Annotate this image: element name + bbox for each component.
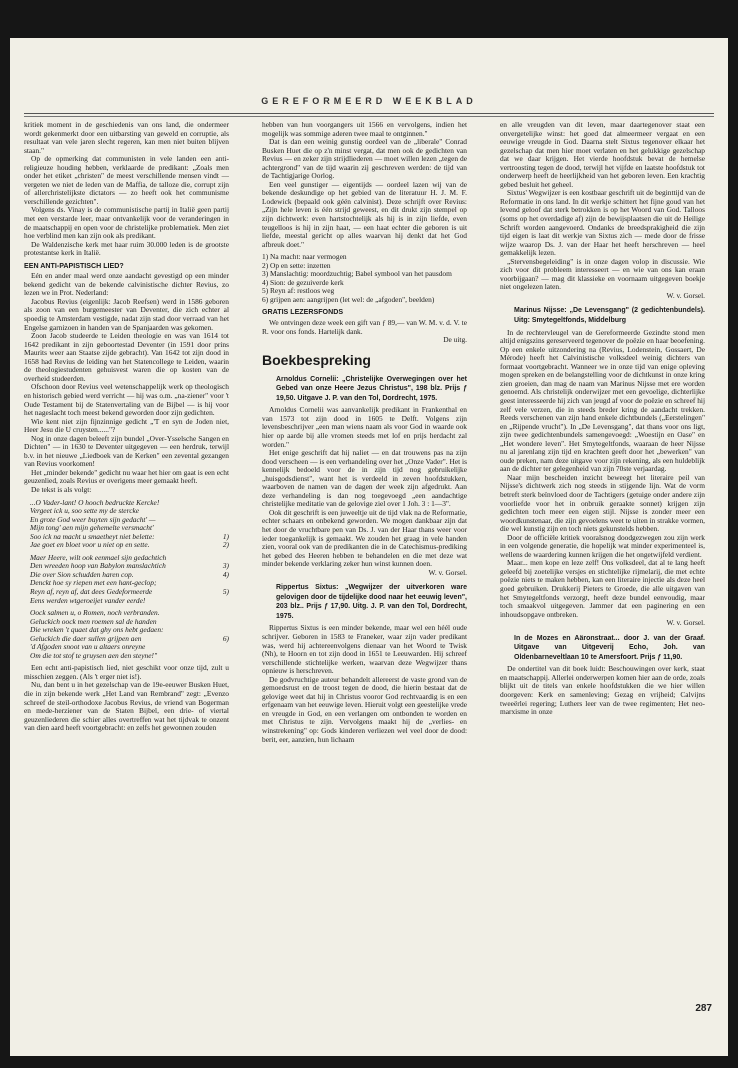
paragraph: Eén en ander maal werd onze aandacht gevestigd op een minder bekend gedicht van de bekende calvinistische dichter Revius, zo lezen we in Prot. Nederland: — [24, 271, 229, 298]
section-title-boekbespreking: Boekbespreking — [262, 351, 371, 368]
section-heading: EEN ANTI-PAPISTISCH LIED? — [24, 261, 124, 270]
poem-line: Den wreeden hoop van Babylon manslachtich 3) — [30, 561, 229, 571]
paragraph: Maar... men kope en leze zelf! Ons volksdeel, dat al te lang heeft geleefd bij zoetelijke versjes en stichtelijke rijmelarij, die met echte poëzie niets te maken hebben, kan een literaire injectie als deze heel goed gebruiken. Drukkerij Pieters te Groede, die alle uitgaven van het Smytegeltfonds verzorgt, heeft deze bundel eenvoudig, maar toch smaakvol uitgegeven. Jammer dat een paginering en een inhoudsopgave ontbreken. — [500, 558, 705, 619]
paragraph: „Stervensbegeleiding" is in onze dagen volop in discussie. Wie zich voor dit probleem interesseert — en wie van ons kan eraan voorbijgaan? — mag dit klassieke en voornaam uitgegeven boekje niet ongelezen laten. — [500, 256, 705, 292]
section-heading: GRATIS LEZERSFONDS — [262, 308, 344, 317]
footnote: 3) Manslachtig: moordzuchtig; Babel symbool van het pausdom — [262, 269, 452, 279]
header-rule — [24, 113, 714, 114]
poem-stanza-3 — [30, 609, 229, 660]
page-number: 287 — [695, 1003, 712, 1014]
paragraph: en alle vreugden van dit leven, maar daartegenover staat een onvergetelijke winst: het goed dat almeermeer vergaat en een eeuwige vreugde in God. Daarna stelt Sixtus tegenover elkaar het gezelschap dat men hier moet verlaten en het gelukkige gezelschap dat we daar krijgen. Het vierde hoofdstuk bevat de hemelse vertroosting tegen de dood, terwijl het vijfde en laatste hoofdstuk tot onderwerp heeft de heerlijkheid van het geboren leven. Een krachtig gebed besluit het geheel. — [500, 121, 705, 189]
review-citation: Rippertus Sixtus: „Wegwijzer der uitverkoren ware gelovigen door de tijdelijke dood naar het eeuwig leven", 203 blz.. Prijs ƒ 17,90. Uitg. J. P. van den Tol, Dordrecht, 1975. — [276, 584, 467, 620]
footnote: 5) Reyn af: restloos weg — [262, 286, 335, 296]
column-3 — [500, 121, 705, 981]
paragraph: kritiek moment in de geschiedenis van ons land, die ondermeer wordt gekenmerkt door een uitbarsting van geweld en corruptie, als resultaat van vele jaren slecht regeren, kan men niet buiten blijven staan." — [24, 121, 229, 155]
poem-line: Die over Sion schudden haren cop. 4) — [30, 569, 229, 579]
footnote: 6) grijpen aen: aangrijpen (let wel: de „afgoden", beelden) — [262, 294, 435, 304]
footnote: 4) Sion: de gezuiverde kerk — [262, 277, 344, 287]
paragraph: We ontvingen deze week een gift van ƒ 89,— van W. M. v. d. V. te R. voor ons fonds. Hartelijk dank. — [262, 318, 467, 336]
header-rule-thin — [24, 116, 714, 117]
paragraph: De Waldenzische kerk met haar ruim 30.000 leden is de grootste protestantse kerk in Italië. — [24, 239, 229, 258]
paragraph: Jacobus Revius (eigenlijk: Jacob Reefsen) werd in 1586 geboren als zoon van een burgemeester van Deventer, die zich echter al spoedig te Amsterdam vestigde, nadat zijn stad door verraad van het Engelse garnizoen in handen van de Spanjaarden was gekomen. — [24, 296, 229, 332]
paragraph: Nog in onze dagen beleeft zijn bundel „Over-Ysselsche Sangen en Dichten" — in 1630 te Deventer uitgegeven — een herdruk, terwijl b.v. in het nieuwe „Liedboek van de Kerken" een zevental gezangen van Revius voorkomen! — [24, 433, 229, 469]
poem-line: Jae goet en bloet voor u niet op en sette. 2) — [30, 540, 229, 550]
poem-line: Die wreken 't quaet dat ghy ons hebt gedaen: — [30, 625, 164, 635]
paragraph: Zoon Jacob studeerde te Leiden theologie en was van 1614 tot 1642 predikant in zijn geboortestad Deventer (in 1591 door prins Maurits weer aan Staatse zijde gebracht). Van 1642 tot zijn dood in 1658 had Revius de leiding van het Statencollege te Leiden, waarin de theologiestudenten gehuisvest waren die op kosten van de overheid studeerden. — [24, 331, 229, 383]
paragraph: Op de opmerking dat communisten in vele landen een anti-religieuze houding hebben, verklaarde de predikant: „Zoals men onder het etiket „christen" de meest verschillende mensen vindt — vergeten we niet de leden van de Maffia, de talloze die, corrupt zijn of allerchristelijkste dictators — zo heeft ook het communisme verschillende gezichten". — [24, 154, 229, 206]
paragraph: Het „minder bekende" gedicht nu waar het hier om gaat is een echt geuzenlied, zoals Revius er overigens meer gemaakt heeft. — [24, 467, 229, 486]
poem-line: 'd Afgoden snoot van u altaers onreyne — [30, 642, 146, 652]
review-citation: Arnoldus Cornelii: „Christelijke Overwegingen over het Gebed van onze Heere Jezus Christus", 198 blz. Prijs ƒ 19,50. Uitgave J. P. van den Tol, Dordrecht, 1975. — [276, 375, 467, 402]
footnote: 2) Op en sette: inzetten — [262, 260, 331, 270]
footnote: 1) Na macht: naar vermogen — [262, 252, 347, 262]
poem-line: En grote God weer buyten sijn gedacht' — — [30, 514, 156, 524]
signature: W. v. Gorsel. — [428, 567, 467, 577]
paragraph: Arnoldus Cornelii was aanvankelijk predikant in Frankenthal en van 1573 tot zijn dood in 1605 te Delft. Volgens zijn levensbeschrijver „een man wiens naam als voor God in waarde ook hier op aarde bij alle vromen steeds met lof en prijs herdacht zal worden." — [262, 405, 467, 449]
poem-line: Soo ick na macht u smaetheyt niet belette: 1) — [30, 531, 229, 541]
signature: W. v. Gorsel. — [666, 618, 705, 628]
poem-line: Vergeet ick u, soo sette my de stercke — [30, 506, 140, 516]
poem-line: Geluckich oock men roemen sal de handen — [30, 616, 157, 626]
poem-line: ...O Vader-lant! O hooch bedruckte Kercke! — [30, 497, 160, 507]
paragraph: Nu, dan bent u in het gezelschap van de 19e-eeuwer Busken Huet, die in zijn bekende werk „Het Land van Rembrand" zegt: „Evenzo schreef de steil-orthodoxe Jacobus Revius, de vriend van Bogerman en mede-herziener van de Staten Bijbel, een drie- of viertal geuzenliederen die schier alles overtreffen wat het tijdvak te onzent van dien aard heeft voortgebracht: en zelfs het gewonnen zouden — [24, 680, 229, 733]
poem-line: Oock salmen u, o Romen, noch verbranden. — [30, 608, 160, 618]
column-1 — [24, 121, 229, 1026]
poem-line: Mijn tong' aen mijn gehemelte versmacht' — [30, 523, 154, 533]
paragraph: Ofschoon door Revius veel wetenschappelijk werk op theologisch en historisch gebied werd verricht — hij was o.m. „na-ziener" voor 't Oude Testament bij de Statenvertaling van de Bijbel — is hij voor het nageslacht toch meest bekend geworden door zijn gedichten. — [24, 382, 229, 418]
review-citation: In de Mozes en Aäronstraat... door J. van der Graaf. Uitgave van Uitgeverij Echo, Joh. van Oldenbarneveltlaan 10 te Amersfoort. Prijs ƒ 11,90. — [514, 634, 705, 661]
signature: W. v. Gorsel. — [666, 290, 705, 300]
magazine-page — [10, 38, 728, 1056]
signature: De uitg. — [443, 335, 467, 345]
paragraph: Een veel gunstiger — eigentijds — oordeel lazen wij van de bekende deskundige op het gebied van de literatuur H. J. M. F. Lodewick (bepaald ook géén calvinist). Deze schrijft over Revius: „Zijn hele leven is één strijd geweest, en dit drukt zijn stempel op zijn dichtwerk: even hartstochtelijk als hij is in zijn liefde, even teugelloos is hij in zijn haat, — een haat echter die geboren is uit liefde, meestal gericht op alles waarvan hij denkt dat het God afbreuk doet." — [262, 179, 467, 249]
paragraph: Het enige geschrift dat hij naliet — en dat trouwens pas na zijn dood verscheen — is een verhandeling over het „Onze Vader". Het is kennelijk bedoeld voor de in zijn tijd nog gebruikelijke „huisgodsdienst", want het is verdeeld in zeven hoofdstukken, waarboven de namen van de dagen der week zijn afgedrukt. Aan deze verhandeling is dan nog toegevoegd „een aandachtige christelijke meditatie van de gelovige ziel over 1 Joh. 3 : 1—3". — [262, 448, 467, 509]
poem-line: Eens werden wtgeroeijet vander eerde! — [30, 595, 146, 605]
paragraph: Volgens ds. Vinay is de communistische partij in Italië geen partij met een verstarde leer, maar ontvankelijk voor de veranderingen in de maatschappij en open voor de christelijke problematiek. Men ziet hoe verblind men kan zijn ook als predikant. — [24, 205, 229, 241]
paragraph: De tekst is als volgt: — [31, 484, 92, 494]
poem-line: Geluckich die daer sullen grijpen aen 6) — [30, 633, 229, 643]
poem-line: Om die tot stof te gruysen aen den steyne!" — [30, 650, 158, 660]
paragraph: Wie kent niet zijn fijnzinnige gedicht „'T en syn de Joden niet, Heer Jesu die U cruysten......"? — [24, 416, 229, 435]
column-2 — [262, 121, 467, 1026]
paragraph: Een echt anti-papistisch lied, niet geschikt voor onze tijd, zult u misschien zeggen. (Als 't erger niet is!). — [24, 663, 229, 681]
paragraph: Rippertus Sixtus is een minder bekende, maar wel een héél oude schrijver. Geboren in 1583 te Franeker, waar zijn vader predikant was, werd hij achtereenvolgens dienaar van het Woord te Twisk (Nh), te Hoorn en tot zijn dood in 1651 te Leeuwarden. Hij schreef verschillende stichtelijke werken, waarvan deze Wegwijzer thans opnieuw is herschreven. — [262, 623, 467, 676]
paragraph: Ook dit geschrift is een juweeltje uit de tijd vlak na de Reformatie, echter schaars en onbekend geworden. We mogen dankbaar zijn dat het door de vruchtbare pen van Ds. J. van der Haar thans weer voor ieder toegankelijk is gemaakt. We zouden het graag in vele handen zien, vooral ook van de predikanten die in de Catechismus-prediking het gebed des Heeren hebben te behandelen en die met deze wat minder bekende verklaring zeker hun winst kunnen doen. — [262, 507, 467, 569]
paragraph: hebben van hun voorgangers uit 1566 en vervolgens, indien het mogelijk was sommige aderen twee maal te ontginnen." — [262, 121, 467, 138]
paragraph: Sixtus' Wegwijzer is een kostbaar geschrift uit de beginttijd van de Reformatie in ons land. In dit werkje schittert het fijne goud van het levend geloof dat sterk betrokken is op het Woord van God. Talloos (soms op het overdadige af) zijn de bewijsplaatsen die uit de Heilige Schrift worden aangevoerd. Ondanks de breedsprakigheid die zijn tijd eigen is laat dit werkje van Sixtus zich — mede door de frisse wijze waarop Ds. J. van der Haar het heeft herschreven — heel gemakkelijk lezen. — [500, 188, 705, 258]
poem-line: Reyn af, reyn af, dat dees Gedeformeerde 5) — [30, 586, 229, 596]
paragraph: In de rechtervleugel van de Gereformeerde Gezindte stond men altijd enigszins gereserveerd tegenover de poëzie en haar beoefening. Op een enkele uitzondering na (Revius, Lodenstein, Gossaert, De Mérode) heeft het Calvinistische volksdeel weinig dichters van formaat voortgebracht. Wanneer we in onze tijd van enige opleving mogen spreken en de belangstelling voor de dichtkunst in onze kring zien groeien, dan mag de naam van Marinus Nijsse met ere worden genoemd. Als christelijk onderwijzer met een gevoelige, dichterlijke geest interesseerde hij zich van jeugd af voor de poëzie en schreef hij zelf vele verzen, die in steeds breder kring de aandacht trekken. Reeds verschenen van zijn hand enkele dichtbundels („Eerstelingen" en „Rijpende vrucht"). In „De Levensgang", dat thans voor ons ligt, zijn twee gedichtenbundels samengevoegd: „Woestijn en Oase" en „Het wondere leven". Het Smytegeltfonds, waaraan de heer Nijsse nu al jarenlang zijn tijd en krachten geeft door het „bewerken" van oude preken, nam deze uitgave voor zijn rekening, als een huldeblijk aan de dichter ter gelegenheid van zijn 70ste verjaardag. — [500, 327, 705, 474]
running-header: GEREFORMEERD WEEKBLAD — [261, 96, 477, 106]
review-citation: Marinus Nijsse: „De Levensgang" (2 gedichtenbundels). Uitg: Smytegeltfonds, Middelburg — [514, 307, 705, 325]
paragraph: Dat is dan een weinig gunstig oordeel van de „liberale" Conrad Busken Huet die op z'n minst vergat, dat men ook de gedichten van Revius — en zeker zijn strijdliederen — moet willen lezen „tegen de achtergrond" van de tijd waarin zij geschreven werden: de tijd van de Tachtigjarige Oorlog. — [262, 137, 467, 181]
paragraph: De godvruchtige auteur behandelt allereerst de vaste grond van de gemoedsrust en de troost tegen de dood, die hierin bestaat dat de gelovige weet dat hij in Christus vooror God rechtvaardig is en een erfgenaam van het eeuwige leven. Hieruit volgt een geestelijke vrede en vreugde in God, en een verlangen om ontbonden te worden en met Christus te zijn. Vervolgens maakt hij de „verlies- en winstrekening" op: Gods kinderen verliezen wel veel door de dood: berit, eer, aanzien, hun lichaam — [262, 674, 467, 744]
paragraph: De ondertitel van dit boek luidt: Beschouwingen over kerk, staat en maatschappij. Allerlei onderwerpen komen hier aan de orde, zoals blijkt uit de titels van enkele hoofdstukken die we hier willen doorgeven: Kerk en samenleving; Gezag en vrijheid; Calvijns tweeërlei regering; Luthers leer van de twee regimenten; Het neo-marxisme in onze — [500, 664, 705, 717]
poem-line: Denckt hoe sy riepen met een hant-geclop; — [30, 578, 157, 588]
poem-stanza-2 — [30, 554, 229, 605]
poem-line: Maer Heere, wilt ook eenmael sijn gedachtich — [30, 552, 167, 562]
paragraph: Naar mijn bescheiden inzicht beweegt het literaire peil van Nijsse's dichtwerk zich nog steeds in stijgende lijn. Wat de vorm betreft sterk beïnvloed door de Tachtigers (getuige onder andere zijn voorliefde voor het in onbruik geraakte sonnet) krijgen zijn gedichten toch meer een eigen stijl. Nijsse is zonder meer een woordkunstenaar, die zijn gevoelens weet te uiten in strakke vormen, die wel kunstig zijn en toch niets gekunstelds hebben. — [500, 472, 705, 534]
footnote-list — [262, 253, 467, 304]
paragraph: Door de officiële kritiek vooralsnog doodgezwegen zou zijn werk in een volgende generatie, die hopelijk wat minder experimenteel is, wellens de waardering kunnen krijgen die het ongetwijfeld verdient. — [500, 532, 705, 559]
poem-stanza-1 — [30, 499, 229, 550]
